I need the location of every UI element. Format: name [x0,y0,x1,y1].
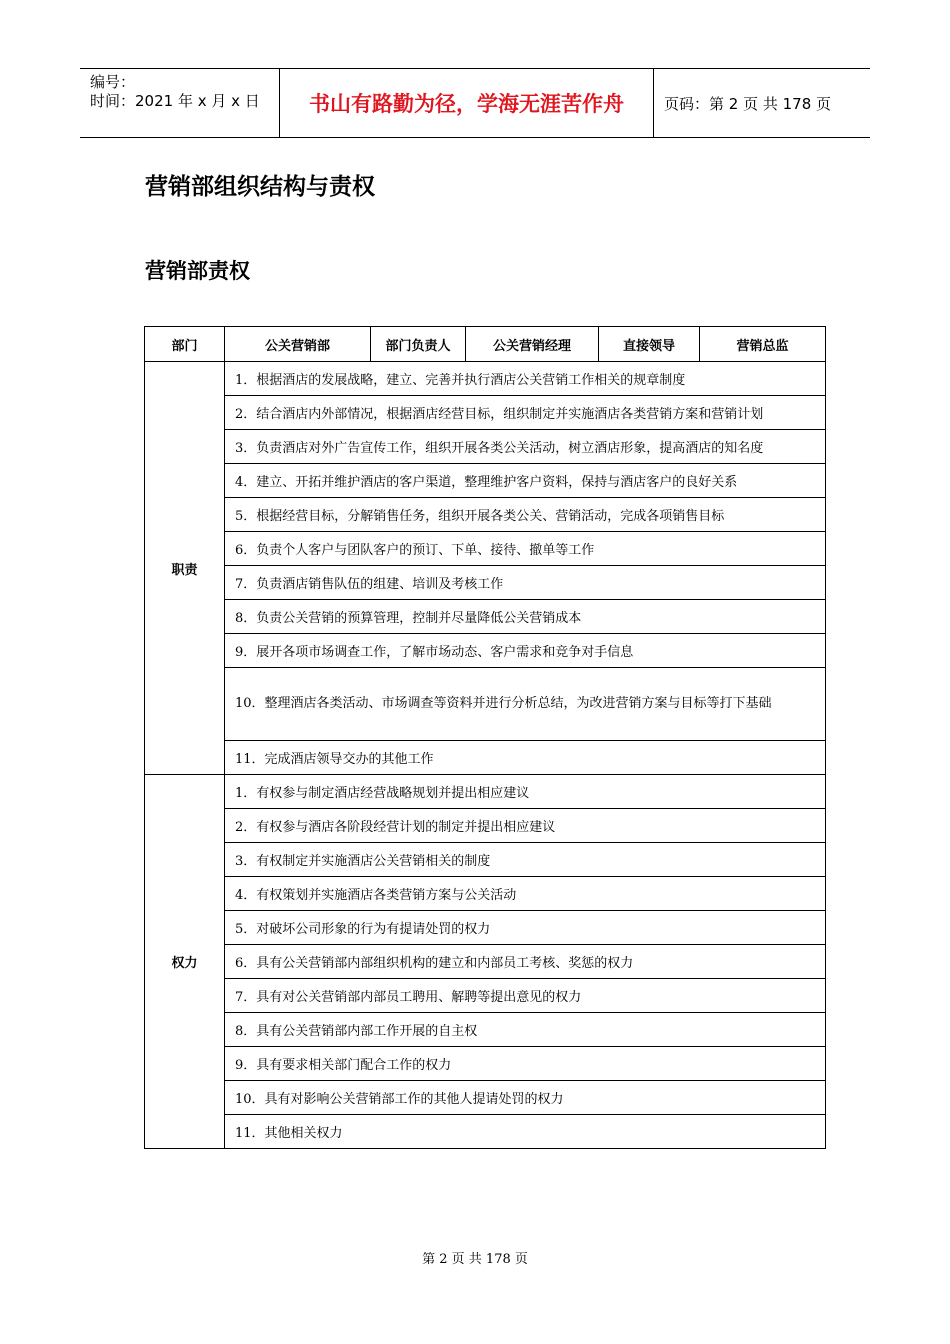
powers-item: 2．有权参与酒店各阶段经营计划的制定并提出相应建议 [225,809,826,843]
table-row [145,464,826,498]
duties-item: 7．负责酒店销售队伍的组建、培训及考核工作 [225,566,826,600]
duties-item: 9．展开各项市场调查工作，了解市场动态、客户需求和竞争对手信息 [225,634,826,668]
table-row [145,843,826,877]
table-row [145,600,826,634]
duties-item: 6．负责个人客户与团队客户的预订、下单、接待、撤单等工作 [225,532,826,566]
header-cell: 公关营销经理 [466,327,599,362]
table-header-row [145,327,826,362]
table-row [145,498,826,532]
page-footer: 第 2 页 共 178 页 [422,1252,528,1267]
powers-item: 9．具有要求相关部门配合工作的权力 [225,1047,826,1081]
table-row [145,430,826,464]
section-subtitle: 营销部责权 [145,259,250,283]
header-cell: 直接领导 [599,327,700,362]
header-motto: 书山有路勤为径，学海无涯苦作舟 [280,69,654,137]
number-label: 编号： [90,73,136,91]
duties-item: 5．根据经营目标，分解销售任务，组织开展各类公关、营销活动，完成各项销售目标 [225,498,826,532]
duties-item: 2．结合酒店内外部情况，根据酒店经营目标，组织制定并实施酒店各类营销方案和营销计划 [225,396,826,430]
powers-item: 10．具有对影响公关营销部工作的其他人提请处罚的权力 [225,1081,826,1115]
responsibility-table [144,326,826,1149]
table-row [145,979,826,1013]
header-cell: 公关营销部 [225,327,371,362]
header-cell: 部门负责人 [371,327,466,362]
powers-item: 5．对破坏公司形象的行为有提请处罚的权力 [225,911,826,945]
duties-item: 10．整理酒店各类活动、市场调查等资料并进行分析总结，为改进营销方案与目标等打下基础 [225,668,826,741]
table-row [145,945,826,979]
table-row [145,634,826,668]
powers-item: 3．有权制定并实施酒店公关营销相关的制度 [225,843,826,877]
time-label: 时间：2021 年 x 月 x 日 [90,92,260,110]
powers-section-label: 权力 [145,775,225,1149]
table-row [145,775,826,809]
header-info [80,69,280,137]
powers-item: 4．有权策划并实施酒店各类营销方案与公关活动 [225,877,826,911]
table-row [145,566,826,600]
table-row [145,1115,826,1149]
powers-item: 7．具有对公关营销部内部员工聘用、解聘等提出意见的权力 [225,979,826,1013]
powers-item: 1．有权参与制定酒店经营战略规划并提出相应建议 [225,775,826,809]
duties-item: 11．完成酒店领导交办的其他工作 [225,741,826,775]
page-header [80,68,870,138]
powers-item: 8．具有公关营销部内部工作开展的自主权 [225,1013,826,1047]
header-page-label: 页码：第 2 页 共 178 页 [664,94,832,113]
table-row [145,532,826,566]
table-row [145,877,826,911]
duties-item: 3．负责酒店对外广告宣传工作，组织开展各类公关活动，树立酒店形象，提高酒店的知名度 [225,430,826,464]
header-cell: 部门 [145,327,225,362]
document-title: 营销部组织结构与责权 [145,174,375,200]
table-row [145,668,826,741]
duties-item: 8．负责公关营销的预算管理，控制并尽量降低公关营销成本 [225,600,826,634]
header-cell: 营销总监 [700,327,826,362]
duties-item: 4．建立、开拓并维护酒店的客户渠道，整理维护客户资料，保持与酒店客户的良好关系 [225,464,826,498]
table-row [145,1013,826,1047]
table-row [145,741,826,775]
table-row [145,911,826,945]
duties-item: 1．根据酒店的发展战略，建立、完善并执行酒店公关营销工作相关的规章制度 [225,362,826,396]
table-row [145,396,826,430]
table-row [145,362,826,396]
duties-section-label: 职责 [145,362,225,775]
table-row [145,1081,826,1115]
powers-item: 6．具有公关营销部内部组织机构的建立和内部员工考核、奖惩的权力 [225,945,826,979]
table-row [145,809,826,843]
table-row [145,1047,826,1081]
powers-item: 11．其他相关权力 [225,1115,826,1149]
